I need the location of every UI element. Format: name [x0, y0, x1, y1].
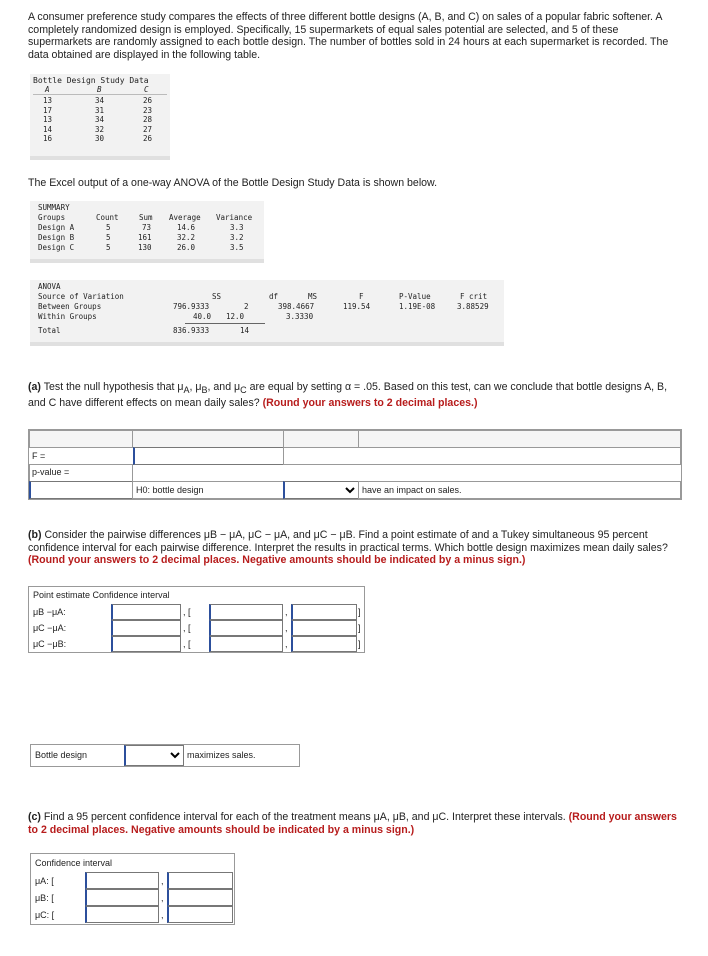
ci-header: Confidence interval — [35, 858, 113, 868]
excel-intro: The Excel output of a one-way ANOVA of the Bottle Design Study Data is shown below. — [28, 177, 438, 189]
bottle-design-data-table — [30, 74, 170, 160]
p-value-input[interactable] — [29, 481, 133, 499]
c-b-ci-upper[interactable] — [291, 636, 357, 652]
maximizes-text: maximizes sales. — [187, 750, 256, 760]
c-b-ci-lower[interactable] — [209, 636, 283, 652]
part-c-answer-table: Confidence interval μA: [ μB: [ μC: [ , , , — [30, 853, 235, 925]
c-a-ci-lower[interactable] — [209, 620, 283, 636]
h0-decision-select[interactable] — [283, 481, 359, 499]
anova-summary-table: SUMMARY Groups Count Sum Average Variance Design A 5 73 14.6 3.3 Design B 5 161 32.2 3.2 Design C 5 130 26.0 3.5 — [30, 201, 264, 263]
c-a-point-estimate[interactable] — [111, 620, 181, 636]
mu-a-ci-lower[interactable] — [85, 872, 159, 889]
part-b-header: Point estimate Confidence interval — [33, 590, 170, 600]
mu-c-ci-upper[interactable] — [167, 906, 233, 923]
col-header-c: C — [144, 85, 149, 94]
col-c-values: 26 23 28 27 26 — [142, 96, 152, 144]
b-a-ci-lower[interactable] — [209, 604, 283, 620]
impact-text: have an impact on sales. — [362, 485, 462, 495]
part-c-question: (c) Find a 95 percent confidence interval for each of the treatment means μA, μB, and μC. Interpret these intervals. (Round your answers to 2 decimal places. Negative amounts should be indicated by a minus sign.) — [28, 811, 677, 836]
problem-intro: A consumer preference study compares the effects of three different bottle designs (A, B, and C) on sales of a popular fabric softener. A completely randomized design is employed. Specifically, 15 supermarkets of equal sales potential are selected, and 5 of these supermarkets are randomly assigned to each bottle design. The number of bottles sold in 24 hours at each supermarket is recorded. The data obtained are displayed in the following table. — [28, 11, 669, 61]
p-value-label: p-value = — [32, 467, 70, 477]
f-label: F = — [32, 451, 46, 461]
b-a-point-estimate[interactable] — [111, 604, 181, 620]
anova-title: ANOVA — [38, 282, 61, 291]
part-a-question: (a) Test the null hypothesis that $\mu_A$, $\mu_B$, and $\mu_C$ are equal by setting α = .05. Based on this test, can we conclude that bottle designs A, B, and C have different effects on mean daily sales? (Round your answers to 2 decimal places.) — [28, 381, 668, 409]
col-b-values: 34 31 34 32 30 — [94, 96, 104, 144]
anova-table: ANOVA Source of Variation SS df MS F P-Value F crit Between Groups 796.9333 2 398.4667 119.54 1.19E-08 3.88529 Within Groups 40.0 12.0 3.3330 Total 836.9333 14 — [30, 280, 504, 346]
c-b-point-estimate[interactable] — [111, 636, 181, 652]
h0-text: H0: bottle design — [136, 485, 204, 495]
mu-c-ci-lower[interactable] — [85, 906, 159, 923]
part-b-question: (b) Consider the pairwise differences μB − μA, μC − μA, and μC − μB. Find a point estimate of and a Tukey simultaneous 95 percent confidence interval for each pairwise difference. Interpret the results in practical terms. Which bottle design maximizes mean daily sales? (Round your answers to 2 decimal places. Negative amounts should be indicated by a minus sign.) — [28, 529, 668, 567]
c-a-ci-upper[interactable] — [291, 620, 357, 636]
part-a-answer-table — [28, 429, 682, 500]
col-header-b: B — [97, 85, 102, 94]
mu-b-ci-upper[interactable] — [167, 889, 233, 906]
bottle-design-select[interactable] — [124, 745, 184, 766]
col-header-a: A — [45, 85, 50, 94]
bottle-design-label: Bottle design — [35, 750, 88, 760]
mu-a-ci-upper[interactable] — [167, 872, 233, 889]
part-b-answer-table: Point estimate Confidence interval μB −μA: μC −μA: μC −μB: , [ , [ , [ , , , ] ] ] — [28, 586, 365, 653]
mu-b-ci-lower[interactable] — [85, 889, 159, 906]
data-table-title: Bottle Design Study Data — [33, 76, 149, 85]
col-a-values: 13 17 13 14 16 — [42, 96, 52, 144]
summary-title: SUMMARY — [38, 203, 70, 212]
bottle-design-row — [30, 744, 300, 767]
f-statistic-input[interactable] — [133, 447, 284, 465]
b-a-ci-upper[interactable] — [291, 604, 357, 620]
